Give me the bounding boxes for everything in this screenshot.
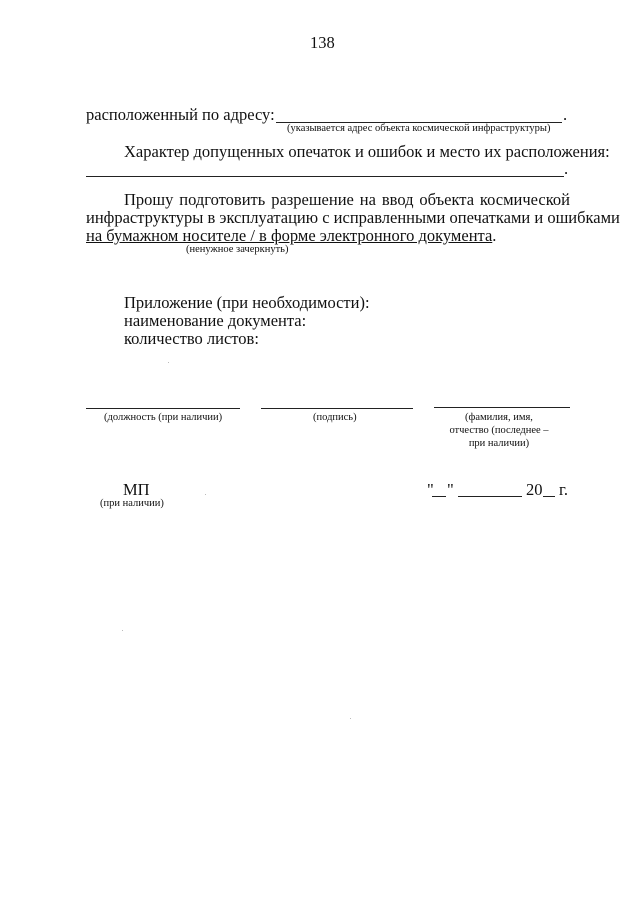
position-field-line[interactable] [86, 408, 240, 409]
name-label-line-2: отчество (последнее – [449, 425, 549, 436]
scan-speck [205, 494, 206, 495]
request-line-3 [86, 226, 496, 246]
date-day-field[interactable] [432, 496, 446, 497]
address-hint: (указывается адрес объекта космической инфраструктуры) [287, 123, 551, 134]
stamp-label: МП [123, 480, 150, 499]
format-choice[interactable]: на бумажном носителе / в форме электронного документа [86, 226, 493, 245]
name-label [428, 412, 570, 449]
attachment-doc-name: наименование документа: [124, 311, 307, 330]
errors-end-mark: . [564, 159, 569, 178]
position-label: (должность (при наличии) [104, 412, 223, 423]
name-field-line[interactable] [434, 407, 570, 408]
date-open-quote: " [427, 480, 434, 499]
date-year-suffix: г. [559, 480, 569, 499]
date-year-field[interactable] [543, 496, 555, 497]
signature-label: (подпись) [313, 412, 357, 423]
stamp-hint: (при наличии) [100, 498, 164, 509]
signature-field-line[interactable] [261, 408, 413, 409]
errors-field-line[interactable] [86, 176, 564, 177]
request-line-2: инфраструктуры в эксплуатацию с исправленными опечатками и ошибками [86, 208, 620, 227]
address-label: расположенный по адресу: [86, 105, 275, 124]
errors-description: Характер допущенных опечаток и ошибок и место их расположения: [124, 142, 610, 161]
request-line-1: Прошу подготовить разрешение на ввод объекта космической [124, 190, 570, 209]
scan-speck [168, 362, 169, 363]
date-month-field[interactable] [458, 496, 522, 497]
date-year-prefix: 20 [526, 480, 543, 499]
page-number: 138 [310, 33, 335, 52]
attachment-sheet-count: количество листов: [124, 329, 259, 348]
scan-speck [122, 630, 123, 631]
address-end-mark: . [563, 105, 568, 124]
attachment-title: Приложение (при необходимости): [124, 293, 370, 312]
name-label-line-3: при наличии) [468, 438, 530, 449]
name-label-line-1: (фамилия, имя, [465, 412, 533, 423]
date-close-quote: " [447, 480, 454, 499]
scan-speck [350, 718, 351, 719]
request-hint: (ненужное зачеркнуть) [186, 244, 289, 255]
request-end-mark: . [492, 226, 497, 245]
